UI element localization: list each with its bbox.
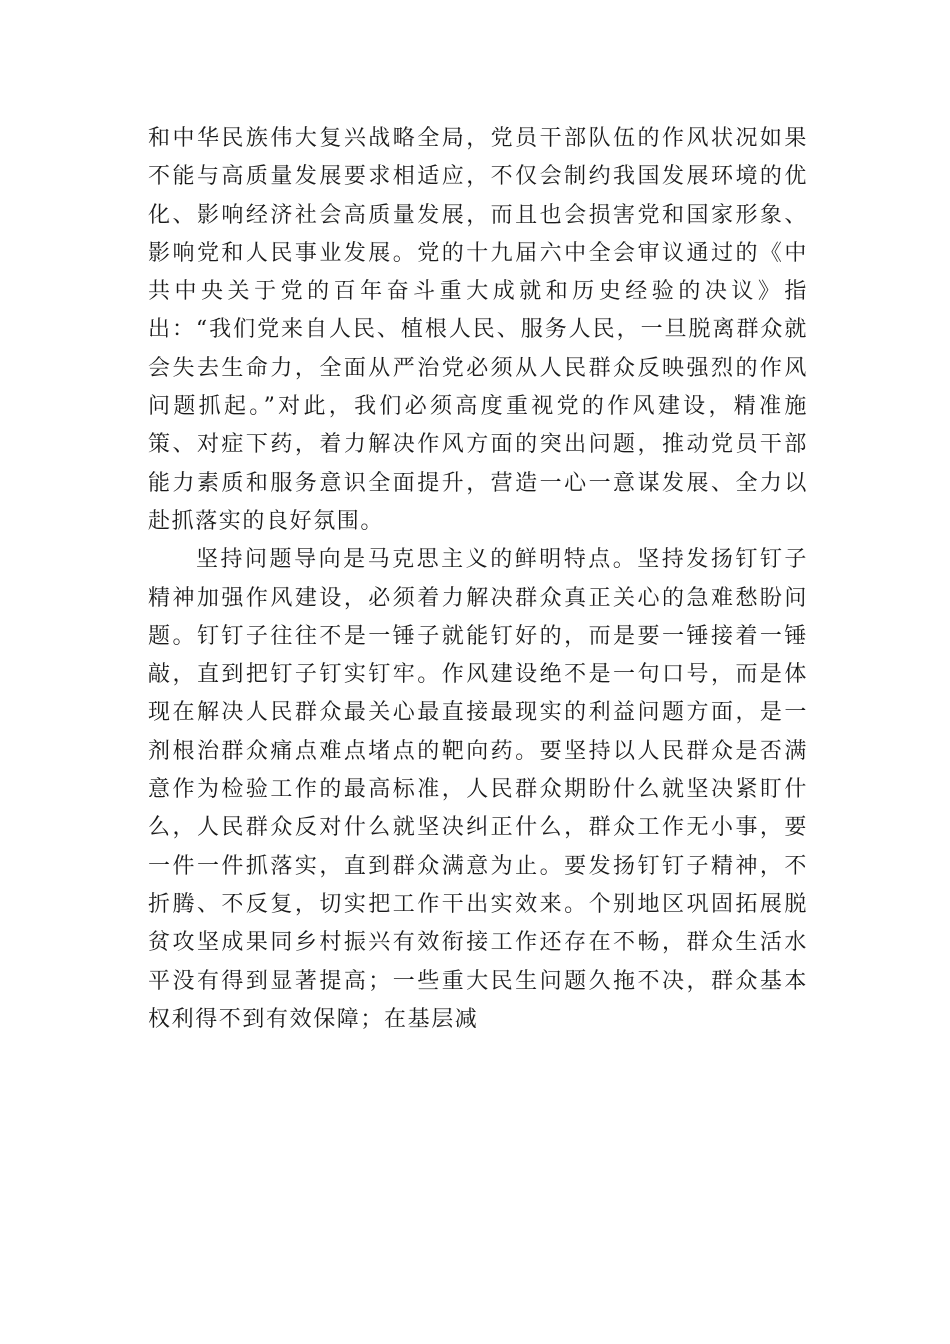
- paragraph-2: 坚持问题导向是马克思主义的鲜明特点。坚持发扬钉钉子精神加强作风建设，必须着力解决群众真正关心的急难愁盼问题。钉钉子往往不是一锤子就能钉好的，而是要一锤接着一锤敲，直到把钉子钉实钉牢。作风建设绝不是一句口号，而是体现在解决人民群众最关心最直接最现实的利益问题方面，是一剂根治群众痛点难点堵点的靶向药。要坚持以人民群众是否满意作为检验工作的最高标准，人民群众期盼什么就坚决紧盯什么，人民群众反对什么就坚决纠正什么，群众工作无小事，要一件一件抓落实，直到群众满意为止。要发扬钉钉子精神，不折腾、不反复，切实把工作干出实效来。个别地区巩固拓展脱贫攻坚成果同乡村振兴有效衔接工作还存在不畅，群众生活水平没有得到显著提高；一些重大民生问题久拖不决，群众基本权利得不到有效保障；在基层减: [148, 547, 808, 1032]
- document-body: [148, 120, 808, 1039]
- paragraph-1: 和中华民族伟大复兴战略全局，党员干部队伍的作风状况如果不能与高质量发展要求相适应，不仅会制约我国发展环境的优化、影响经济社会高质量发展，而且也会损害党和国家形象、影响党和人民事业发展。党的十九届六中全会审议通过的《中共中央关于党的百年奋斗重大成就和历史经验的决议》指出：“我们党来自人民、植根人民、服务人民，一旦脱离群众就会失去生命力，全面从严治党必须从人民群众反映强烈的作风问题抓起。”对此，我们必须高度重视党的作风建设，精准施策、对症下药，着力解决作风方面的突出问题，推动党员干部能力素质和服务意识全面提升，营造一心一意谋发展、全力以赴抓落实的良好氛围。: [148, 126, 808, 534]
